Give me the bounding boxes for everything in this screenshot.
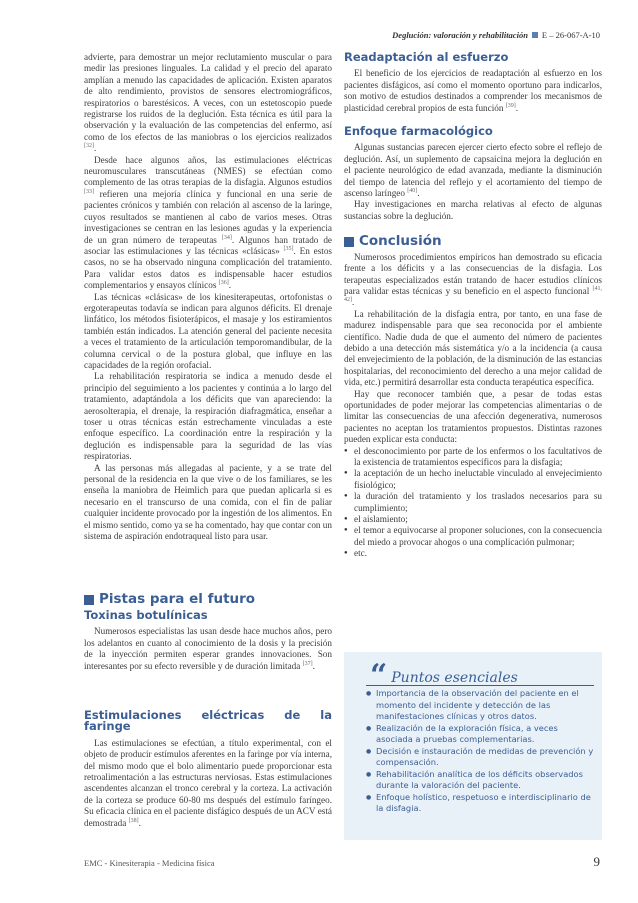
reference[interactable]: [41, 42]	[344, 285, 602, 304]
paragraph: Las técnicas «clásicas» de los kinesiterapeutas, ortofonistas o ergoterapeutas todavía se indican para algunos déficits. El drenaje linfático, los métodos fisioterápicos, el masaje y los estiramientos también están indicados. La atención general del paciente necesita a veces el tratamiento de la articulación temporomandibular, de la columna cervical o de la postura global, que influye en las capacidades de la región orofacial.	[84, 291, 332, 370]
reference[interactable]: [39]	[505, 102, 516, 109]
paragraph: La rehabilitación de la disfagia entra, por tanto, en una fase de madurez indispensable para que sea reconocida por el ambiente científico. Nadie duda de que el aumento del número de pacientes debido a una detección más sistemática y/o a la incidencia (a causa del envejecimiento de la población, de la disminución de las estancias hospitalarias, del reconocimiento del derecho a una mejor calidad de vida, etc.) permitirá desarrollar esta conducta terapéutica específica.	[344, 308, 602, 388]
list-item: ● la duración del tratamiento y los traslados necesarios para su cumplimiento;	[344, 491, 602, 514]
paragraph: Numerosos especialistas las usan desde hace muchos años, pero los adelantos en cuanto al conocimiento de la dosis y la precisión de la inyección permiten esperar grandes innovaciones. Son interesantes por su efecto reversible y de duración limitada [37].	[84, 626, 332, 671]
paragraph: Hay investigaciones en marcha relativas al efecto de algunas sustancias sobre la deglución.	[344, 199, 602, 221]
key-points-title: Puntos esenciales	[391, 670, 518, 686]
subsection-heading-estim: Estimulaciones eléctricas de la faringe	[84, 707, 332, 734]
section-heading-future: Pistas para el futuro	[84, 594, 332, 605]
paragraph: Desde hace algunos años, las estimulaciones eléctricas neuromusculares transcutáneas (NMES) se efectúan como complemento de las otras terapias de la disfagia. Algunos estudios [33] refieren una mejoría clínica y funcional en una serie de pacientes crónicos y también con relación al ascenso de la laringe, cuyos resultados se mantienen al cabo de varios meses. Otras investigaciones se centran en las lesiones agudas y la experiencia de un gran número de terapeutas [34]. Algunos han tratado de asociar las estimulaciones y las técnicas «clásicas» [35]. En estos casos, no se ha observado ninguna complicación del tratamiento. Para validar estos datos es indispensable hacer estudios complementarios y ensayos clínicos [36].	[84, 154, 332, 291]
quote-icon: “	[370, 658, 388, 693]
key-point-item: ● Enfoque holístico, respetuoso e interdisciplinario de la disfagia.	[366, 792, 594, 815]
subsection-heading-farm: Enfoque farmacológico	[344, 124, 493, 139]
key-point-item: ● Decisión e instauración de medidas de prevención y compensación.	[366, 746, 594, 769]
paragraph: Hay que reconocer también que, a pesar de todas estas oportunidades de poder mejorar las competencias alimentarias o de limitar las consecuencias de una afección degenerativa, numerosos pacientes no aceptan los tratamientos propuestos. Distintas razones pueden explicar esta conducta:	[344, 388, 602, 445]
reference[interactable]: [33]	[84, 188, 94, 195]
list-item: ● la aceptación de un hecho ineluctable vinculado al envejecimiento fisiológico;	[344, 468, 602, 491]
paragraph: advierte, para demostrar un mejor reclutamiento muscular o para medir las presiones linguales. La calidad y el precio del aparato amplían a menudo las capacidades de aplicación. Existen aparatos de alto rendimiento, provistos de sensores electromiográficos, respiratorios o barestésicos. A veces, con un estetoscopio puede registrarse los ruidos de la deglución. Esta técnica es útil para la observación y la evaluación de las competencias del enfermo, así como de los efectos de las maniobras o los ejercicios realizados [32].	[84, 52, 332, 154]
key-point-item: ● Realización de la exploración física, a veces asociada a pruebas complementarias.	[366, 723, 594, 746]
paragraph: Numerosos procedimientos empíricos han demostrado su eficacia frente a los déficits y a las consecuencias de la disfagia. Los terapeutas especializados están tratando de hacer estudios clínicos para validar estas técnicas y su beneficio en el aspecto funcional [41, 42].	[344, 251, 602, 308]
subsection-heading-readapt: Readaptación al esfuerzo	[344, 50, 509, 64]
reference[interactable]: [36]	[218, 280, 229, 287]
divider	[366, 685, 594, 686]
key-point-item: ● Importancia de la observación del paciente en el momento del incidente y detección de las manifestaciones clínicas y otros datos.	[366, 688, 594, 723]
reference[interactable]: [38]	[128, 817, 139, 824]
right-column	[344, 52, 602, 560]
list-item: ● etc.	[344, 548, 602, 559]
left-column	[84, 52, 332, 829]
key-point-item: ● Rehabilitación analítica de los déficits observados durante la valoración del paciente.	[366, 769, 594, 792]
paragraph: El beneficio de los ejercicios de readaptación al esfuerzo en los pacientes disfágicos, así como el momento oportuno para indicarlos, son motivo de estudios destinados a comprender los mecanismos de plasticidad cerebral propios de esta función [39].	[344, 68, 602, 113]
list-item: ● el temor a equivocarse al proponer soluciones, con la consecuencia del miedo a provocar ahogos o una complicación pulmonar;	[344, 525, 602, 548]
running-header	[392, 30, 600, 40]
subsection-heading-botox: Toxinas botulínicas	[84, 607, 208, 622]
reference[interactable]: [32]	[84, 143, 94, 150]
key-points-box	[344, 652, 602, 840]
reference[interactable]: [34]	[221, 234, 232, 241]
square-icon	[84, 595, 94, 605]
list-item: ● el desconocimiento por parte de los enfermos o los facultativos de la existencia de tratamientos específicos para la disfagia;	[344, 446, 602, 469]
journal-title: Deglución: valoración y rehabilitación	[392, 30, 528, 40]
reference[interactable]: [35]	[283, 245, 294, 252]
footer-source: EMC - Kinesiterapia - Medicina física	[84, 858, 215, 868]
square-icon	[532, 32, 538, 38]
paragraph: Algunas sustancias parecen ejercer cierto efecto sobre el reflejo de deglución. Así, un suplemento de capsaicina mejora la deglución en el paciente neurológico de edad avanzada, mediante la disminución del tiempo de latencia del reflejo y el acortamiento del tiempo de ascenso laríngeo [40].	[344, 142, 602, 199]
paragraph: A las personas más allegadas al paciente, y a se trate del personal de la residencia en la que vive o de los familiares, se les enseña la maniobra de Heimlich para que puedan aplicarla si es necesario en el transcurso de una comida, con el fin de paliar cualquier incidente provocado por la ingestión de los alimentos. En el mismo sentido, como ya se ha comentado, hay que contar con un sistema de aspiración endotraqueal listo para usar.	[84, 462, 332, 542]
reference[interactable]: [37]	[302, 660, 313, 667]
list-item: ● el aislamiento;	[344, 514, 602, 525]
article-code: E – 26-067-A-10	[541, 30, 600, 40]
page-number: 9	[593, 854, 600, 869]
section-heading-conclusion: Conclusión	[344, 236, 602, 247]
reasons-list	[344, 446, 602, 560]
key-points-content	[366, 688, 594, 815]
square-icon	[344, 237, 354, 247]
paragraph: La rehabilitación respiratoria se indica a menudo desde el principio del seguimiento a los pacientes y continúa a lo largo del tratamiento, adaptándola a los déficits que van apareciendo: la aerosolterapia, el drenaje, la respiración diafragmática, enseñar a toser u otras técnicas están estrechamente vinculadas a este enfoque específico. La coordinación entre la respiración y la deglución es indispensable para la seguridad de las vías respiratorias.	[84, 371, 332, 462]
reference[interactable]: [40]	[407, 188, 418, 194]
paragraph: Las estimulaciones se efectúan, a título experimental, con el objeto de producir estímulos aferentes en la faringe por vía interna, del mismo modo que el bolo alimentario puede proporcionar esta retroalimentación a las estructuras nerviosas. Estas estimulaciones ascendentes alcanzan el tronco cerebral y la corteza. La activación de la corteza se produce 60-80 ms después del estímulo faríngeo. Su eficacia clínica en el paciente disfágico después de un ACV está demostrada [38].	[84, 737, 332, 828]
